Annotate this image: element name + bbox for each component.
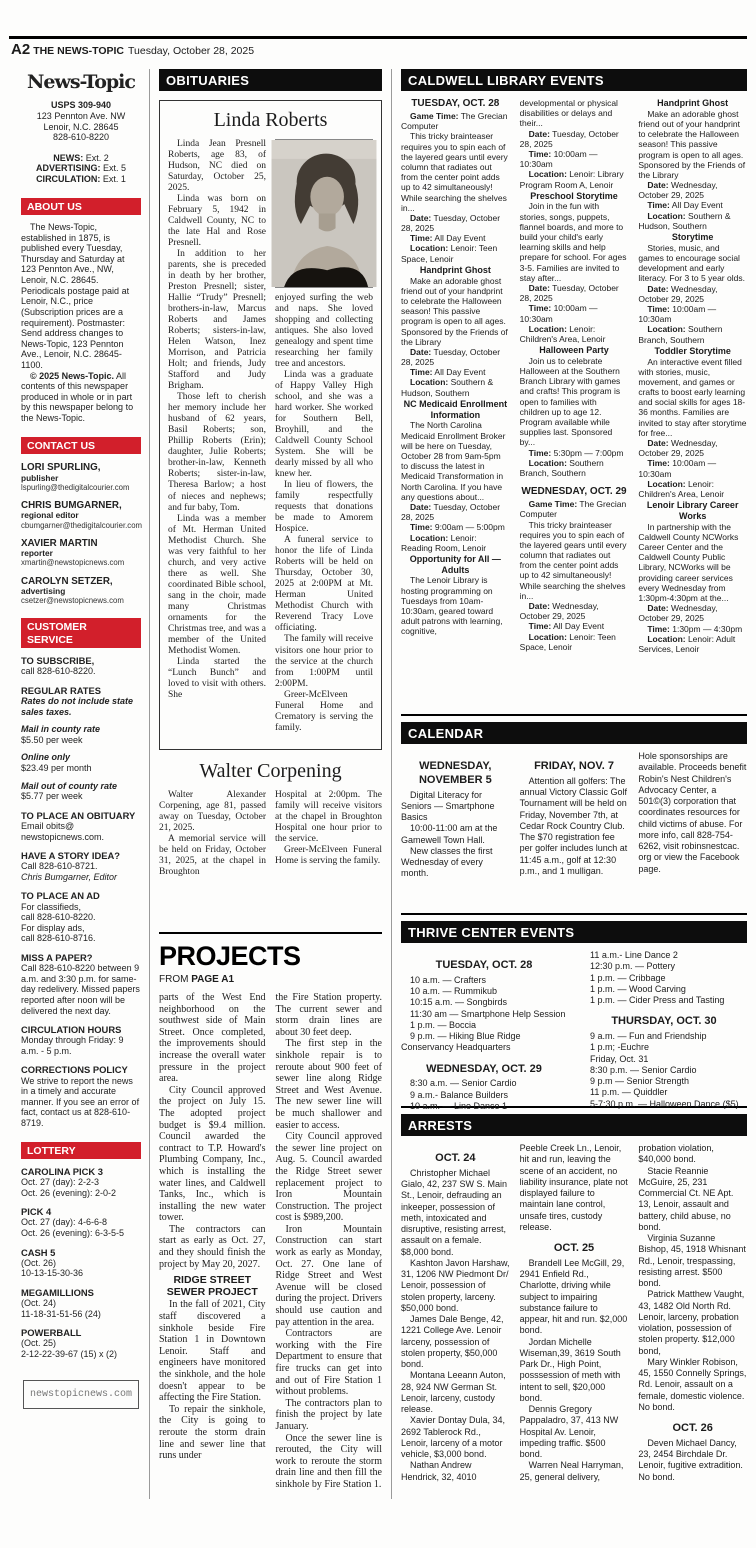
projects-title: PROJECTS [159, 941, 301, 971]
text-block: Date: Wednesday, October 29, 2025 [638, 180, 718, 201]
text-block: Mail out of county rate [21, 780, 118, 791]
contact-role: reporter [21, 548, 53, 559]
text-block: CORRECTIONS POLICY [21, 1064, 128, 1076]
text-block: call 828-610-8220. [21, 666, 96, 677]
contact-entry [21, 576, 141, 606]
text-block: 10:15 a.m. — Songbirds [410, 997, 508, 1008]
text-block: (Oct. 24) [21, 1298, 57, 1309]
text-block: Location: Lenoir: Adult Services, Lenoir [638, 633, 736, 654]
text-block: Make an adorable ghost friend out of your handprint to celebrate the Halloween season! This passive program is open to all ages. Sponsored by the Friends of the Library [638, 108, 746, 180]
calendar-body [401, 751, 747, 907]
text-block: newstopicnews.com. [21, 831, 105, 842]
text-block [21, 774, 141, 781]
text-block: the Fire Station property. The current sewer and storm drain lines are about 30 feet deep. [275, 992, 382, 1038]
events-column [638, 98, 747, 708]
text-block: Time: 5:30pm — 7:00pm [528, 447, 624, 458]
text-block: THURSDAY, OCT. 30 [611, 1015, 717, 1028]
obituaries-header: OBITUARIES [159, 69, 382, 91]
text-block: Date: Tuesday, October 28, 2025 [401, 346, 501, 368]
text-block: We strive to report the news in a timely and accurate manner. If you see an error of fact, contact us at 828-610-8719. [21, 1075, 140, 1128]
phone-number: 828-610-8220 [52, 132, 110, 143]
text-block: CIRCULATION HOURS [21, 1024, 122, 1036]
contact-role: regional editor [21, 510, 79, 521]
text-block: Location: Southern & Hudson, Southern [638, 210, 731, 231]
text-block: enjoyed surfing the web and naps. She loved shopping and collecting antiques. She also loved genealogy and spent time researching her family tree and ancestors. [275, 293, 373, 370]
text-block: Date: Tuesday, October 28, 2025 [401, 501, 501, 523]
text-block: Kashton Javon Harshaw, 31, 1206 NW Piedmont Dr/ Lenoir, possession of stolen property, larceny. $50,000 bond. [401, 1257, 510, 1313]
page-body [9, 69, 747, 1499]
library-events-body [401, 98, 747, 708]
text-block: 9 a.m. — Fun and Friendship [590, 1031, 707, 1041]
text-block: Time: 1:30pm — 4:30pm [647, 623, 743, 634]
text-block: POWERBALL [21, 1327, 82, 1339]
text-block: Jordan Michelle Wiseman,39, 3619 South Park Dr., High Point, posssession of meth with intent to sell, $20,000 bond. [519, 1336, 621, 1403]
text-block: Lenoir Library Career Works [646, 500, 739, 521]
text-block: TO SUBSCRIBE, [21, 655, 95, 667]
article-text-column [276, 992, 383, 1491]
contact-role: advertising [21, 586, 66, 597]
events-column [401, 98, 510, 708]
text-block: OCT. 26 [672, 1422, 713, 1434]
events-column [520, 98, 629, 708]
text-block: WEDNESDAY, NOVEMBER 5 [418, 760, 492, 786]
text-block: Iron Mountain Construction can start work as early as Monday, Oct. 27. One lane of Ridge Street and West Avenue will be closed during the project. Drivers should use caution and pay attention in the area. [275, 1223, 382, 1328]
customer-service-header: CUSTOMER SERVICE [21, 618, 141, 648]
paper-name: THE NEWS-TOPIC [33, 45, 124, 57]
text-block: The contractors can start as early as Oct. 27, and they should finish the project by May 20, 2027. [159, 1223, 266, 1270]
text-block: 1 p.m. — Wood Carving [590, 983, 686, 994]
text-block: TO PLACE AN AD [21, 890, 100, 902]
obituaries-column [150, 69, 392, 1499]
text-block: This tricky brainteaser requires you to spin each of the layered gears until every column that radiates out from the center point adds up to 42 simultaneously! While searching the shelves in... [401, 131, 508, 213]
text-block: Online only [21, 752, 71, 763]
text-block: 11-18-31-51-56 (24) [21, 1308, 101, 1319]
text-block: Walter Alexander Corpening, age 81, passed away on Tuesday, October 21, 2025. [159, 790, 266, 834]
text-block: Rates do not include state sales taxes. [21, 695, 134, 717]
text-block: Oct. 26 (evening): 2-0-2 [21, 1187, 117, 1198]
text-block: Patrick Matthew Vaught, 43, 1482 Old North Rd. Lenoir, larceny, probation violation, possession of stolen property. $12,000 bond, [638, 1289, 745, 1356]
text-block: Handprint Ghost [657, 98, 729, 108]
text-block: 1 p.m; -Euchre [590, 1042, 650, 1053]
text-block: Linda was born on February 5, 1942 in Caldwell County, NC to the late Hal and Rose Presnell. [168, 194, 266, 249]
projects-article [159, 941, 382, 1491]
text-block: Join us to celebrate Halloween at the Southern Branch Library with games and crafts! This program is open to families with children up to age 12. Program available while supplies last. Sponsored by... [519, 355, 621, 448]
text-block: Oct. 27 (day): 2-2-3 [21, 1177, 100, 1188]
text-block: Friday, Oct. 31 [590, 1053, 649, 1064]
extension-line: ADVERTISING: Ext. 5 [35, 163, 127, 174]
contact-entry [21, 462, 141, 492]
newspaper-page [0, 36, 756, 1499]
text-block: Location: Lenoir: Teen Space, Lenoir [401, 243, 498, 264]
text-block: Date: Tuesday, October 28, 2025 [519, 128, 619, 149]
text-block: Oct. 27 (day): 4-6-6-8 [21, 1217, 108, 1228]
text-block: RIDGE STREET SEWER PROJECT [166, 1274, 258, 1299]
text-block: $5.50 per week [21, 734, 83, 745]
text-block: 9 p.m — Senior Strength [590, 1076, 690, 1086]
contact-name: CAROLYN SETZER, [21, 575, 113, 587]
text-block: Attention all golfers: The annual Victory Classic Golf Tournament will be held on Friday, November 7th, at Cedar Rock Country Club. The $70 registration fee per golfer includes lunch at 11:45 a.m., golf at 12:30 p.m., and 1 mulligan. [519, 775, 628, 876]
text-block: Greer-McElveen Funeral Home is serving the family. [275, 845, 382, 867]
text-block: 11:30 am — Smartphone Help Session [410, 1008, 566, 1019]
text-block: Location: Southern & Hudson, Southern [401, 377, 494, 398]
text-block: Storytime [671, 232, 714, 243]
text-block: Time: All Day Event [410, 233, 486, 244]
about-us-text [21, 222, 141, 424]
lottery-header: LOTTERY [21, 1142, 141, 1159]
contact-email: cbumgarner@thedigitalcourier.com [21, 520, 143, 530]
text-block: Location: Lenoir: Teen Space, Lenoir [519, 631, 616, 652]
contact-entry [21, 538, 141, 568]
text-block: 10 a.m. — Crafters [410, 974, 487, 985]
text-block: 1 p.m. — Cider Press and Tasting [590, 995, 725, 1005]
text-block: A memorial service will be held on Friday, October 31, 2025, at the chapel in Broughton [159, 834, 266, 878]
obituary-text-column [275, 293, 373, 734]
text-block: Call 828-610-8220 between 9 a.m. and 3:30 p.m. for same-day redelivery. Missed papers reported after noon will be delivered the next day. [21, 963, 140, 1016]
text-block: $5.77 per week [21, 791, 83, 802]
text-block: Location: Lenoir: Reading Room, Lenoir [401, 532, 487, 553]
text-block: Warren Neal Harryman, 25, general delivery, [519, 1460, 624, 1482]
text-block: call 828-610-8716. [21, 933, 96, 944]
text-block: Linda started the “Lunch Bunch” and loved to visit with others. She [168, 656, 266, 700]
text-block: Stacie Reannie McGuire, 25, 231 Commercial Ct. NE Apt. 13, Lenoir, assault and battery, child abuse, no bond. [638, 1165, 734, 1232]
text-block: Time: All Day Event [647, 200, 723, 211]
text-block: 5-7:30 p.m. — Halloween Dance ($5) [590, 1098, 739, 1109]
text-block: parts of the West End neighborhood on the southwest side of Main Street. Once completed, the improvements should increase the overall water pressure in the project area. [159, 992, 266, 1085]
text-block: FRIDAY, NOV. 7 [534, 760, 614, 772]
obituary-photo [275, 139, 373, 288]
text-block: Mail in county rate [21, 724, 101, 735]
masthead-address [21, 100, 141, 142]
obituary-linda-roberts [159, 100, 382, 750]
text-block: The Lenoir Library is hosting programming on Tuesdays from 10am-10:30am, geared toward adult patrons with learning, cognitive, [401, 575, 503, 637]
text-block: Game Time: The Grecian Computer [401, 111, 508, 132]
text-block: Location: Southern Branch, Southern [519, 457, 604, 478]
text-block: Time: 9:00am — 5:00pm [410, 522, 505, 533]
arrests-column [638, 1143, 747, 1499]
text-block: Time: 10:00am — 10:30am [519, 303, 598, 324]
obituary-text-column [168, 139, 266, 734]
text-block: Make an adorable ghost friend out of your handprint to celebrate the Halloween season! This passive program is open to all ages. Sponsored by the Friends of the Library [401, 275, 508, 347]
text-block: 12:30 p.m. — Pottery [590, 961, 676, 972]
text-block: TO PLACE AN OBITUARY [21, 809, 136, 821]
text-block: Xavier Dontay Dula, 34, 2692 Tablerock Rd., Lenoir, larceny of a motor vehicle, $3,000 bond. [401, 1415, 506, 1459]
text-block: NC Medicaid Enrollment Information [403, 398, 508, 420]
text-block: Date: Wednesday, October 29, 2025 [519, 601, 599, 622]
text-block: call 828-610-8220. [21, 912, 96, 923]
text-block: developmental or physical disabilities or delays and their... [519, 98, 618, 129]
section-divider [401, 913, 747, 915]
text-block: For display ads, [21, 922, 85, 933]
extension-line: CIRCULATION: Ext. 1 [36, 174, 126, 185]
text-block: Time: All Day Event [410, 367, 486, 378]
section-divider [401, 714, 747, 716]
text-block: Date: Wednesday, October 29, 2025 [638, 438, 718, 459]
text-block: Location: Lenoir: Library Program Room A, Lenoir [519, 169, 624, 190]
text-block: In partnership with the Caldwell County NCWorks Career Center and the Caldwell County Public Library, NCWorks will be providing career services every Wednesday from 1:30pm-4:30pm at the... [638, 521, 739, 604]
text-block: 8:30 p.m. — Senior Cardio [590, 1064, 697, 1075]
article-text-column [159, 992, 266, 1491]
customer-service-text [21, 655, 141, 1128]
text-block: Location: Southern Branch, Southern [638, 324, 723, 345]
text-block: Call 828-610-8721. [21, 861, 98, 872]
arrests-body [401, 1143, 747, 1499]
text-block: MISS A PAPER? [21, 952, 93, 964]
calendar-header: CALENDAR [401, 722, 747, 744]
text-block: TUESDAY, OCT. 28 [435, 959, 533, 971]
issue-date: Tuesday, October 28, 2025 [128, 45, 255, 57]
text-block: Date: Wednesday, October 29, 2025 [638, 603, 718, 624]
text-block: In the fall of 2021, City staff discovered a sinkhole beside Fire Station 1 in Downtown Lenoir. Staff and engineers have monitored the sinkhole, and the hole doesn't appear to be affecting the Fire Station. [159, 1299, 266, 1404]
text-block: 10-13-15-30-36 [21, 1268, 84, 1279]
text-block [21, 717, 141, 724]
text-block: CASH 5 [21, 1246, 56, 1258]
text-block: The News-Topic, established in 1875, is published every Tuesday, Thursday and Saturday at 123 Pennton Ave., NW, Lenoir, N.C. 28645. Periodicals postage paid at Lenoir, N.C., price (Subscription prices are a requirement). Postmaster: Send address changes to News-Topic, 123 Pennton Ave., Lenoir, N.C. 28645-1100. [21, 222, 130, 370]
text-block: For classifieds, [21, 901, 82, 912]
text-block: 1 p.m. — Cribbage [590, 972, 666, 983]
text-block: The North Carolina Medicaid Enrollment Broker will be here on Tuesday, October 28 from 9am-5pm to discuss the latest in Medicaid Transformation in North Carolina. If you have any questions about... [401, 420, 506, 502]
text-block: Brandell Lee McGill, 29, 2941 Enfield Rd., Charlotte, driving while subject to impairing substance failure to appear, hit and run. $2,000 bond. [519, 1257, 628, 1336]
text-block: 10 a.m. — Line Dance 1 [410, 1100, 508, 1111]
text-block: $23.49 per month [21, 763, 92, 774]
text-block: Preschool Storytime [530, 190, 618, 201]
text-block: 9 p.m. — Hiking Blue Ridge Conservancy Headquarters [401, 1031, 521, 1053]
text-block: REGULAR RATES [21, 684, 102, 696]
text-block: 10 a.m. — Rummikub [410, 986, 498, 996]
text-block: New classes the first Wednesday of every month. [401, 845, 493, 879]
text-block: Location: Lenoir: Children's Area, Lenoir [519, 323, 606, 344]
text-block: OCT. 24 [435, 1152, 476, 1164]
thrive-column [401, 950, 567, 1111]
text-block: Email obits@ [21, 820, 75, 831]
text-block: Game Time: The Grecian Computer [519, 499, 627, 520]
text-block: Hole sponsorships are available. Proceeds benefit Robin's Nest Children's Advocacy Center, a 501©(3) corporation that coordinates resources for child victims of abuse. For more info, call 828-754-6262, visit robinsnestcac. org or view the Facebook page. [638, 751, 747, 874]
text-block: WEDNESDAY, OCT. 29 [426, 1062, 542, 1075]
arrests-column [401, 1143, 510, 1499]
text-block: Opportunity for All — Adults [409, 553, 501, 575]
text-block: Christopher Michael Gialo, 42, 237 SW S. Main St., Lenoir, defrauding an inkeeper, possession of meth, intoxicated and disruptive, resisting arrest, assault on a female. $8,000 bond. [401, 1167, 508, 1257]
text-block: Chris Bumgarner, Editor [21, 871, 118, 882]
contact-name: CHRIS BUMGARNER, [21, 499, 122, 511]
calendar-column [401, 751, 510, 907]
text-block: This tricky brainteaser requires you to spin each of the layered gears until every column that radiates out from the center point adds up to 42 simultaneously! While searching the shelves in... [519, 519, 627, 601]
text-block: In addition to her parents, she is preceded in death by her brother, Preston Presnell; sister, Hallie “Trudy” Presnell; brothers-in-law, Marcus Roberts and James Roberts; sisters-in-law, Helen Watson, Inez Morrison, and Patricia Holt; and friends, Judy Stafford and Judy Brigham. [168, 249, 266, 392]
text-block: OCT. 25 [553, 1242, 595, 1254]
contact-email: csetzer@newstopicnews.com [21, 596, 124, 606]
text-block: In lieu of flowers, the family respectfully requests that donations be made to Amorem Hospice. [275, 480, 373, 535]
text-block: 11 a.m.- Line Dance 2 [590, 950, 678, 960]
text-block: Date: Wednesday, October 29, 2025 [638, 283, 718, 304]
text-block: Nathan Andrew Hendrick, 32, 4010 [401, 1460, 477, 1482]
text-block: Mary Winkler Robison, 45, 1550 Connelly Springs, Rd. Lenoir, assault on a female, domestic violence. No bond. [638, 1356, 747, 1412]
calendar-column [520, 751, 629, 907]
text-block: Date: Tuesday, October 28, 2025 [519, 282, 619, 304]
obituary-walter-corpening [159, 760, 382, 928]
lottery-results [21, 1166, 141, 1360]
text-block: 1 p.m. — Boccia [410, 1019, 477, 1030]
text-block: 9 a.m.- Balance Builders [410, 1089, 509, 1100]
text-block: Time: 10:00am — 10:30am [519, 148, 598, 170]
text-block: Hospital at 2:00pm. The family will receive visitors at the chapel in Broughton Hospital one hour prior to the service. [275, 790, 382, 845]
contact-name: LORI SPURLING, [21, 462, 101, 473]
text-block: Handprint Ghost [419, 264, 491, 275]
text-block: Montana Leeann Auton, 28, 924 NW German St. Lenoir, larceny, custody release. [401, 1370, 506, 1414]
text-block: probation violation, $40,000 bond. [638, 1143, 714, 1165]
text-block: Monday through Friday: 9 a.m. - 5 p.m. [21, 1035, 124, 1056]
about-us-header: ABOUT US [21, 198, 141, 215]
text-block: TUESDAY, OCT. 28 [411, 98, 500, 109]
thrive-center-header: THRIVE CENTER EVENTS [401, 921, 747, 943]
text-block: © 2025 News-Topic. All contents of this newspaper produced in whole or in part by this newspaper belong to the News-Topic. [21, 370, 134, 424]
text-block: (Oct. 26) [21, 1257, 57, 1268]
continued-from-note: FROM PAGE A1 [159, 974, 235, 985]
text-block: Dennis Gregory Pappaladro, 37, 413 NW Hospital Av. Lenoir, impeding traffic. $500 bond. [519, 1404, 619, 1459]
contact-us-header: CONTACT US [21, 437, 141, 454]
library-events-header: CALDWELL LIBRARY EVENTS [401, 69, 747, 91]
text-block: CAROLINA PICK 3 [21, 1165, 103, 1177]
text-block: An interactive event filled with stories, music, movement, and games or crafts to boost early learning and social skills for ages 18-36 months. Families are invited to stay after storytime for free... [638, 356, 747, 438]
text-block: City Council approved the sewer line project on Aug. 5. Council awarded the Ridge Street sewer replacement project to Iron Mountain Construction. The project cost is $989,200. [275, 1131, 382, 1224]
text-block: Toddler Storytime [654, 345, 731, 356]
text-block: MEGAMILLIONS [21, 1286, 94, 1298]
text-block: (Oct. 25) [21, 1338, 57, 1349]
text-block: Time: 10:00am — 10:30am [638, 303, 717, 325]
contact-email: xmartin@newstopicnews.com [21, 558, 125, 568]
text-block: James Dale Benge, 42, 1221 College Ave. Lenoir larceny, possession of stolen property, $50,000 bond. [401, 1314, 504, 1369]
text-block: Oct. 26 (evening): 6-3-5-5 [21, 1228, 125, 1238]
text-block: Digital Literacy for Seniors — Smartphone Basics [401, 789, 495, 822]
obituary-text-column [159, 790, 266, 878]
text-block: Greer-McElveen Funeral Home and Crematory is serving the family. [275, 689, 373, 733]
usps-number: USPS 309-940 [50, 100, 112, 111]
text-block: Linda was a member of Mt. Herman United Methodist Church. She was very faithful to her church, and very active there as well. She coordinated Bible school, sang in the choir, made many Christmas ornaments for the Christmas tree, and was a member of the United Methodist Women. [168, 513, 266, 656]
text-block: Contractors are working with the Fire Department to ensure that fire trucks can get into and out of Fire Station 1 without problems. [275, 1328, 382, 1398]
text-block: HAVE A STORY IDEA? [21, 850, 120, 862]
text-block: 11 p.m. — Quiddler [590, 1087, 668, 1098]
text-block: A funeral service to honor the life of Linda Roberts will be held on Thursday, October 30, 2025 at 2:00PM at Mt. Herman United Methodist Church with Reverend Tracy Love officiating. [275, 535, 373, 634]
text-block: Halloween Party [539, 345, 609, 356]
right-column [392, 69, 747, 1499]
thrive-center-body [401, 950, 747, 1111]
text-block: Date: Tuesday, October 28, 2025 [401, 212, 501, 234]
text-block: Join in the fun with stories, songs, puppets, flannel boards, and more to build your child's early learning skills and help prepare for school. For ages 3-5. Families are invited to stay after... [519, 201, 627, 283]
section-divider [159, 932, 382, 934]
address-line: 123 Pennton Ave. NW [36, 111, 126, 122]
page-number: A2 [11, 41, 31, 58]
text-block: 2-12-22-39-67 (15) x (2) [21, 1348, 118, 1359]
text-block: Time: All Day Event [528, 621, 605, 632]
text-block: WEDNESDAY, OCT. 29 [521, 486, 627, 498]
contact-name: XAVIER MARTIN [21, 537, 98, 549]
obituary-title: Linda Roberts [213, 109, 328, 131]
arrests-header: ARRESTS [401, 1114, 747, 1136]
text-block: PICK 4 [21, 1206, 52, 1218]
text-block: Those left to cherish her memory include her husband of 62 years, Basil Roberts; son, Phillip Roberts (Erin); daughter, Julie Roberts; brother-in-law, Kenneth Roberts; sister-in-law, Theresa Barlow; a host of nieces and nephews; and fur baby, Tom. [168, 392, 266, 513]
obituary-text-column [275, 790, 382, 878]
text-block: The contractors plan to finish the project by late January. [275, 1397, 382, 1432]
text-block: Once the sewer line is rerouted, the City will work to reroute the storm drain line and then fill the sinkhole by Fire Station 1. [275, 1432, 382, 1490]
contact-entry [21, 500, 141, 530]
text-block: The family will receive visitors one hour prior to the service at the church from 1:00PM until 2:00PM. [275, 634, 373, 689]
text-block [21, 745, 141, 752]
calendar-column [638, 751, 747, 907]
text-block: To repair the sinkhole, the City is going to reroute the storm drain line and sewer line that runs under [159, 1403, 266, 1462]
sidebar [9, 69, 150, 1499]
contact-list [21, 462, 141, 605]
arrests-column [520, 1143, 629, 1499]
text-block: 8:30 a.m. — Senior Cardio [410, 1078, 517, 1089]
website-box [23, 1380, 139, 1410]
text-block: Linda was a graduate of Happy Valley High school, and she was a hard worker. She worked for Southern Bell, Broyhill, and the Caldwell County School System. She will be dearly missed by all who knew her. [275, 370, 373, 480]
text-block: 10:00-11:00 am at the Gamewell Town Hall. [401, 823, 498, 845]
text-block: Linda Jean Presnell Roberts, age 83, of Hudson, NC died on Saturday, October 25, 2025. [168, 139, 266, 194]
text-block: Stories, music, and games to encourage social development and early literacy. For 3 to 5 year olds. [638, 242, 745, 284]
masthead-logo: News-Topic [27, 71, 135, 93]
text-block: Location: Lenoir: Children's Area, Lenoir [638, 478, 725, 499]
extension-line: NEWS: Ext. 2 [53, 152, 109, 163]
obituary-title: Walter Corpening [199, 760, 342, 782]
address-line: Lenoir, N.C. 28645 [43, 121, 119, 132]
text-block: Virginia Suzanne Bishop, 45, 1918 Whisnant Rd., Lenoir, trespassing, resisting arrest. $500 bond. [638, 1233, 746, 1288]
text-block: Time: 10:00am — 10:30am [638, 458, 717, 479]
text-block: Deven Michael Dancy, 23, 2454 Birchdale Dr. Lenoir, fugitive extradition. No bond. [638, 1437, 743, 1482]
thrive-column [581, 950, 747, 1109]
text-block: City Council approved the project on July 15. The adopted project budget is $9.4 million. Council awarded the contract to T.P. Howard's Plumbing Company, Inc., which is installing the water lines, and Caldwell Tanks, Inc., which is installing the new water tower. [159, 1084, 266, 1224]
text-block: The first step in the sinkhole repair is to reroute about 900 feet of sewer line along Ridge Street and West Avenue. The new sewer line will be much shallower and easier to access. [275, 1038, 382, 1131]
contact-role: publisher [21, 472, 59, 483]
text-block: Peeble Creek Ln., Lenoir, hit and run, leaving the scene of an accident, no liability insurance, plate not displayed failure to maintain lane control, unsafe tires, custody release. [519, 1143, 628, 1232]
phone-extensions [21, 153, 141, 185]
contact-email: lspurling@thedigitalcourier.com [21, 482, 130, 492]
folio-line [9, 36, 747, 59]
website-url: newstopicnews.com [29, 1388, 133, 1400]
